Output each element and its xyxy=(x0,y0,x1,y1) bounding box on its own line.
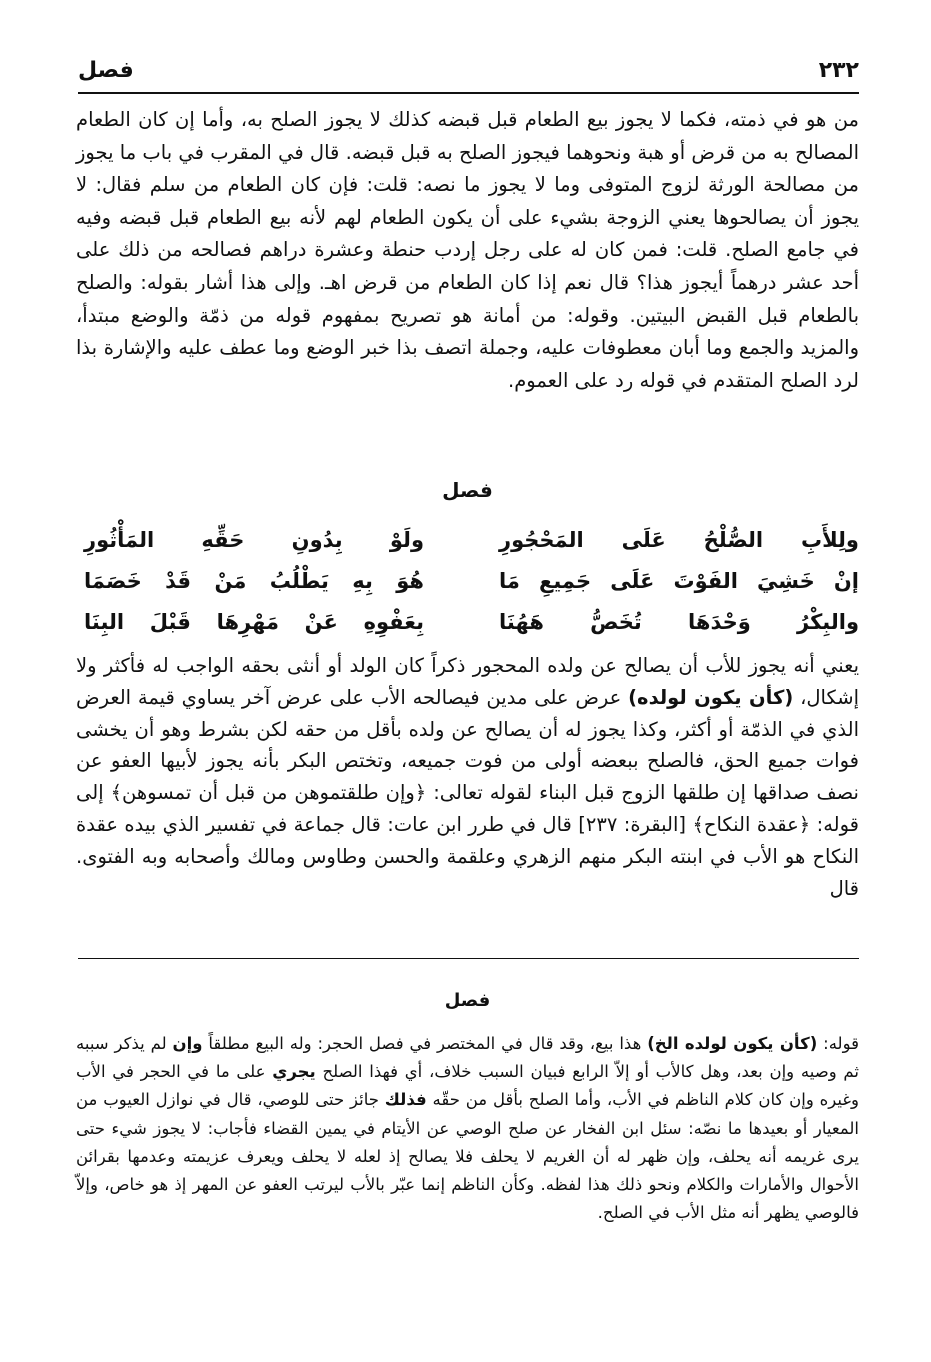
header-rule xyxy=(78,92,859,94)
main-paragraph xyxy=(76,104,859,397)
page-number: ٢٣٢ xyxy=(818,58,859,83)
footnote-text-4: جائز حتى للوصي، قال في نوازل العيوب من المعيار أو بعيدها ما نصّه: سئل ابن الفخار عن صلح الوصي عن الأيتام في يمين القضاء فأجاب: لا يجوز شيء حتى يرى غريمه أنه يحلف، وإن ظهر له أن الغريم لا يحلف فلا يصالح إذ لعله لا يحلف ويعرف عزيمته وعدمها بقرائن الأحوال والأمارات والكلام ونحو ذلك هذا لفظه. وكأن الناظم إنما عبّر بالأب ليرتب العفو عن المهر إذ هو خاص، وإلاّ فالوصي يظهر أنه مثل الأب في الصلح. xyxy=(76,1090,859,1223)
footnote-bold-4: فذلك xyxy=(384,1090,427,1110)
verse-commentary xyxy=(76,650,859,904)
footnote-text-3: على ما في الحجر في الأب وغيره وإن كان كلام الناظم في الأب، وأما الصلح بأقل من حقّه xyxy=(76,1062,859,1110)
verse-block xyxy=(84,528,859,651)
commentary-quote: (كأن يكون لولده) xyxy=(628,685,794,709)
commentary-text xyxy=(76,650,859,904)
verse-second-hemistich: ولَوْ بِدُونِ حَقِّهِ المَأْثُورِ xyxy=(84,528,424,552)
verse-line xyxy=(84,610,859,651)
verse-first-hemistich: والبِكْرُ وَحْدَهَا تُخَصُّ هَهُنَا xyxy=(499,610,859,634)
footnote-block xyxy=(76,1030,859,1227)
commentary-after: عرض على مدين فيصالحه الأب على عرض آخر يساوي قيمة العرض الذي في الذمّة أو أكثر، وكذا يجوز له أن يصالح عن ولده بأقل من حقه لكن بشرط وهو أن يخشى فوات جميع الحق، فالصلح ببعضه أولى من فوت جميعه، وتختص البكر بأنه يجوز لأبيها العفو عن نصف صداقها إن طلقها الزوج قبل البناء لقوله تعالى: ﴿وإن طلقتموهن من قبل أن تمسوهن﴾ إلى قوله: ﴿عقدة النكاح﴾ [البقرة: ٢٣٧] قال في طرر ابن عات: قال جماعة في تفسير الذي بيده عقدة النكاح هو الأب في ابنته البكر منهم الزهري وعلقمة والحسن وطاوس ومالك وأصحابه وبه الفتوى. قال xyxy=(76,685,860,900)
verse-first-hemistich: إنْ خَشِيَ الفَوْتَ عَلَى جَمِيعِ مَا xyxy=(499,569,859,593)
section-heading: فصل xyxy=(442,478,493,502)
verse-first-hemistich: ولِلأَبِ الصُّلْحُ عَلَى المَحْجُورِ xyxy=(499,528,859,552)
footnote-rule xyxy=(78,958,859,959)
paragraph-text: من هو في ذمته، فكما لا يجوز بيع الطعام قبل قبضه كذلك لا يجوز الصلح به، وأما إن كان الطعام المصالح به من قرض أو هبة ونحوهما فيجوز الصلح به قبل قبضه. قال في المقرب في باب ما يجوز من مصالحة الورثة لزوج المتوفى وما لا يجوز ما نصه: قلت: فإن كان الطعام من سلم فقال: لا يجوز أن يصالحوها يعني الزوجة بشيء على أن يكون الطعام لهم لأنه بيع الطعام قبل قبضه وفيه في جامع الصلح. قلت: فمن كان له على رجل إردب حنطة وعشرة دراهم فصالحه من ذلك على أحد عشر درهماً أيجوز هذا؟ قال نعم إذا كان الطعام من قرض اهـ. وإلى هذا أشار بقوله: والصلح بالطعام قبل القبض البيتين. وقوله: من أمانة هو تصريح بمفهوم قوله من ذمّة والوضع مبتدأ، والمزيد والجمع وما أبان معطوفات عليه، وجملة اتصف بذا خبر الوضع وما عطف عليه والإشارة بذا لرد الصلح المتقدم في قوله رد على العموم. xyxy=(76,108,859,392)
verse-line xyxy=(84,569,859,610)
footnote-text xyxy=(76,1030,859,1227)
footnote-bold-3: يجري xyxy=(272,1062,316,1082)
footnote-text-2: لم يذكر سببه ثم وصيه وإن بعد، وهل كالأب أو إلاّ الرابع فبيان السبب خلاف، أي فهذا الصلح xyxy=(76,1034,859,1082)
page-header xyxy=(78,56,859,88)
verse-second-hemistich: هُوَ بِهِ يَطْلُبُ مَنْ قَدْ خَصَمَا xyxy=(84,569,424,593)
footnote-bold-2: وإن xyxy=(172,1034,203,1053)
running-title: فصل xyxy=(78,58,134,83)
commentary-before: يعني أنه يجوز للأب أن يصالح عن ولده المحجور ذكراً كان الولد أو أنثى بحقه الواجب له فأكثر ولا إشكال، xyxy=(76,654,859,709)
verse-line xyxy=(84,528,859,569)
footnote-quote: (كأن يكون لولده الخ) xyxy=(647,1034,818,1053)
footnote-lead: قوله: xyxy=(823,1034,860,1053)
verse-second-hemistich: بِعَفْوِهِ عَنْ مَهْرِهَا قَبْلَ البِنَا xyxy=(84,610,424,634)
footnote-text-1: هذا بيع، وقد قال في المختصر في فصل الحجر: وله البيع مطلقاً xyxy=(208,1034,642,1053)
footnote-heading: فصل xyxy=(444,990,491,1011)
